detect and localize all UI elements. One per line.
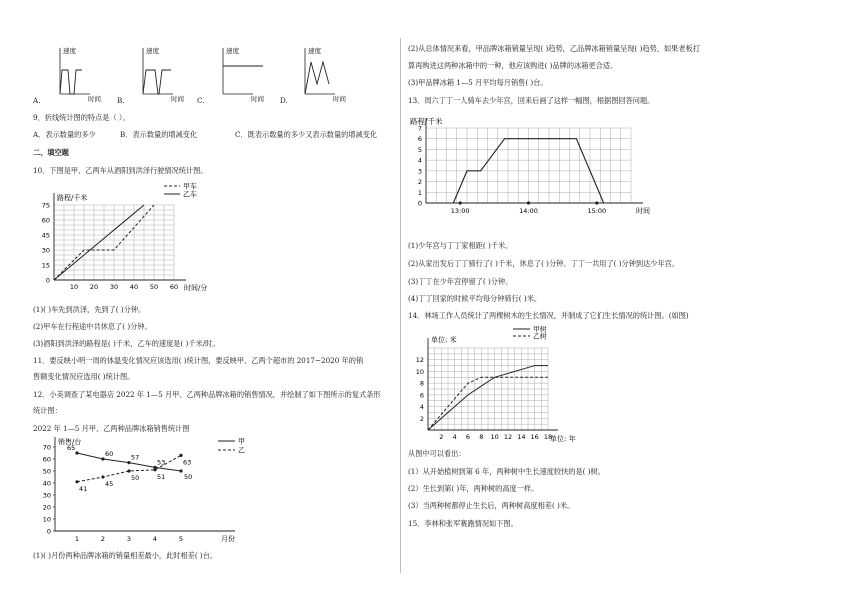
- x-tick-label: 10: [69, 283, 79, 291]
- data-label-甲: 65: [67, 444, 76, 452]
- y-axis-label: 路程/千米: [410, 117, 443, 126]
- x-tick-label: 60: [169, 283, 179, 291]
- q12-sales-chart: [30, 433, 260, 548]
- y-axis-label: 销售/台: [58, 438, 82, 446]
- x-tick-dot: [595, 201, 598, 204]
- y-tick-label: 0: [417, 199, 422, 208]
- data-point-乙: [101, 475, 104, 478]
- y-tick-label: 0: [45, 276, 50, 285]
- q10-distance-chart: [30, 180, 220, 295]
- q12-chart-title: 2022 年 1—5 月甲、乙两种品牌冰箱销售统计图: [33, 424, 190, 433]
- q13-line-3: (3)丁丁在少年宫停留了( )分钟。: [408, 277, 513, 286]
- y-tick-label: 45: [41, 231, 50, 240]
- y-tick-label: 1: [417, 188, 422, 197]
- legend-label-乙: 乙: [238, 446, 245, 455]
- legend-label-乙树: 乙树: [533, 332, 547, 341]
- y-axis-label: 单位: 米: [431, 336, 457, 344]
- y-tick-label: 6: [419, 391, 424, 400]
- q13-stem: 13．周六丁丁一人骑车去少年宫，回来后画了这样一幅图，根据图回答问题。: [408, 96, 655, 105]
- x-tick-dot: [527, 201, 530, 204]
- option-d-ylabel: 速度: [308, 47, 321, 55]
- data-label-甲: 60: [105, 450, 114, 458]
- x-tick-label: 1: [74, 535, 80, 543]
- option-letter-c: C.: [197, 96, 205, 105]
- y-tick-label: 40: [42, 479, 51, 488]
- q12-question-2-line-2: 算再购进这两种冰箱中的一种，他应该购进( )品牌的冰箱更合适。: [408, 61, 618, 70]
- data-point-甲: [179, 469, 182, 472]
- x-tick-label: 30: [109, 283, 119, 291]
- y-tick-label: 30: [42, 491, 51, 500]
- x-tick-label: 16: [530, 433, 539, 441]
- data-label-乙: 51: [157, 472, 166, 481]
- data-point-甲: [75, 451, 78, 454]
- x-tick-label: 4: [152, 535, 158, 543]
- q14-line-2: (2）生长到第( )年，两种树的高度一样。: [408, 484, 539, 493]
- left-column: [30, 0, 390, 608]
- q10-line-1: (1)( )车先到洪泽，先到了( )分钟。: [33, 305, 146, 314]
- x-tick-label: 14:00: [519, 207, 538, 215]
- legend-label-甲: 甲: [238, 437, 245, 446]
- option-c-ylabel: 速度: [226, 47, 239, 55]
- x-tick-label: 18: [543, 433, 553, 441]
- q9-stem: 9．折线统计图的特点是（ ）。: [33, 113, 130, 122]
- x-tick-label: 50: [149, 283, 159, 291]
- y-tick-label: 2: [419, 414, 424, 423]
- y-tick-label: 6: [417, 135, 422, 144]
- x-tick-label: 6: [465, 433, 471, 441]
- y-tick-label: 20: [42, 503, 51, 512]
- data-point-乙: [153, 468, 156, 471]
- section-heading: 二、填空题: [33, 148, 69, 157]
- q11-line-2: 售额变化情况应选用( )统计图。: [33, 372, 135, 381]
- q14-line-1: (1）从开始植树到第 6 年，两种树中生长速度较快的是( )树。: [408, 467, 605, 476]
- y-tick-label: 12: [415, 356, 424, 365]
- x-tick-label: 5: [178, 535, 184, 543]
- q13-line-4: (4)丁丁回家的时候平均每分钟骑行( )米。: [408, 294, 542, 303]
- x-tick-label: 14: [517, 433, 526, 441]
- x-tick-label: 2: [439, 433, 444, 441]
- y-tick-label: 4: [419, 403, 424, 412]
- q9-option-c: C．既表示数量的多少又表示数量的增减变化: [235, 130, 378, 139]
- data-label-乙: 45: [105, 480, 114, 488]
- x-axis-label: 月份: [221, 535, 235, 543]
- q12-question-3: (3)甲品牌冰箱 1—5 月平均每月销售( )台。: [408, 78, 548, 87]
- option-b-ylabel: 速度: [146, 47, 159, 55]
- option-d-xlabel: 时间: [333, 95, 346, 102]
- data-label-乙: 63: [183, 458, 192, 467]
- y-tick-label: 70: [42, 443, 51, 452]
- y-tick-label: 5: [417, 145, 422, 154]
- q12-question-2-line-1: (2)从总体情况来看，甲品牌冰箱销量呈现( )趋势，乙品牌冰箱销量呈现( )趋势，如果老板打: [408, 44, 700, 53]
- y-axis-label: 路程/千米: [57, 194, 88, 202]
- q12-question-1: (1)( )月份两种品牌冰箱的销量相差最小，此时相差( )台。: [33, 551, 218, 560]
- y-tick-label: 4: [417, 156, 422, 165]
- data-label-甲: 53: [157, 458, 166, 467]
- x-axis-label: 单位: 年: [550, 435, 576, 443]
- legend-label-乙车: 乙车: [183, 190, 197, 199]
- option-graph-d: [305, 46, 347, 102]
- q9-option-b: B．表示数量的增减变化: [120, 130, 198, 139]
- q12-line-1: 12．小美调查了某电器店 2022 年 1—5 月甲、乙两种品牌冰箱的销售情况，并绘制了如下图所示的复式条形: [33, 390, 381, 399]
- q14-tree-chart: [408, 324, 608, 446]
- x-tick-label: 2: [100, 535, 106, 543]
- x-tick-label: 20: [89, 283, 99, 291]
- y-tick-label: 7: [417, 124, 422, 133]
- data-label-甲: 50: [184, 473, 193, 481]
- data-label-乙: 41: [79, 484, 88, 493]
- option-graph-c: [223, 46, 265, 102]
- y-tick-label: 75: [41, 201, 50, 210]
- legend-label-甲树: 甲树: [533, 325, 547, 334]
- data-label-甲: 57: [131, 453, 140, 462]
- q15-stem: 15．李林和张军赛跑情况如下图。: [408, 519, 518, 528]
- x-axis-label: 时间/分: [184, 284, 208, 292]
- y-tick-label: 3: [417, 167, 422, 176]
- column-divider: [400, 38, 401, 573]
- option-letter-b: B.: [117, 96, 125, 105]
- x-tick-label: 4: [452, 433, 457, 441]
- x-tick-label: 3: [126, 535, 132, 543]
- x-tick-label: 13:00: [450, 207, 470, 215]
- option-graph-b: [143, 46, 185, 102]
- series-line-乙车: [54, 205, 144, 280]
- option-a-xlabel: 时间: [88, 95, 101, 102]
- y-tick-label: 60: [42, 455, 51, 464]
- data-label-乙: 50: [131, 474, 140, 482]
- q14-intro: 从图中可以看出：: [408, 449, 466, 458]
- q13-line-1: (1)少年宫与丁丁家相距( )千米。: [408, 241, 513, 250]
- q10-stem: 10．下图是甲、乙两车从酒阳到洪泽行驶情况统计图。: [33, 166, 208, 175]
- x-tick-label: 40: [129, 283, 139, 291]
- option-graph-a: [60, 46, 102, 102]
- option-c-xlabel: 时间: [251, 95, 264, 102]
- q14-line-3: (3）当两种树都停止生长后，两种树高度相差( )米。: [408, 501, 575, 510]
- q14-stem: 14．林场工作人员统计了两棵树木的生长情况，并制成了它们生长情况的统计图。(如图): [408, 311, 689, 320]
- q10-line-3: (3)酒阳到洪泽的路程是( )千米，乙车的速度是( )千米/时。: [33, 339, 220, 348]
- x-axis-label: 时间: [636, 207, 650, 215]
- q13-line-2: (2)从家出发后丁丁骑行了( )千米，休息了( )分钟。丁丁一共用了( )分钟到达少年宫。: [408, 259, 680, 268]
- y-tick-label: 8: [419, 379, 424, 388]
- data-point-乙: [75, 480, 78, 483]
- data-point-乙: [179, 454, 182, 457]
- legend-label-甲车: 甲车: [183, 182, 197, 191]
- q12-line-2: 统计图：: [33, 406, 62, 415]
- y-tick-label: 10: [42, 515, 51, 524]
- option-letter-a: A.: [33, 96, 41, 105]
- option-b-xlabel: 时间: [171, 95, 184, 102]
- x-tick-label: 10: [490, 433, 499, 441]
- y-tick-label: 10: [415, 367, 424, 376]
- y-tick-label: 15: [41, 261, 50, 270]
- y-tick-label: 30: [41, 246, 50, 255]
- x-tick-label: 12: [503, 433, 513, 441]
- x-tick-dot: [459, 201, 462, 204]
- q10-line-2: (2)甲车在行程途中共休息了( )分钟。: [33, 322, 152, 331]
- y-tick-label: 2: [417, 178, 422, 187]
- right-column: [408, 0, 838, 608]
- x-tick-label: 8: [479, 433, 484, 441]
- option-letter-d: D.: [280, 96, 288, 105]
- x-tick-label: 15:00: [587, 207, 607, 215]
- y-tick-label: 50: [42, 467, 51, 476]
- y-tick-label: 0: [46, 527, 51, 536]
- y-tick-label: 60: [41, 216, 50, 225]
- data-point-乙: [127, 469, 130, 472]
- q9-option-a: A．表示数量的多少: [33, 130, 96, 139]
- q13-trip-chart: [408, 108, 678, 218]
- q11-line-1: 11．要反映小明一周的体温变化情况应该选用( )统计图，要反映甲、乙两个超市的 2017~2020 年的销: [33, 356, 364, 365]
- option-graphs: [30, 44, 390, 102]
- option-a-ylabel: 速度: [63, 47, 76, 55]
